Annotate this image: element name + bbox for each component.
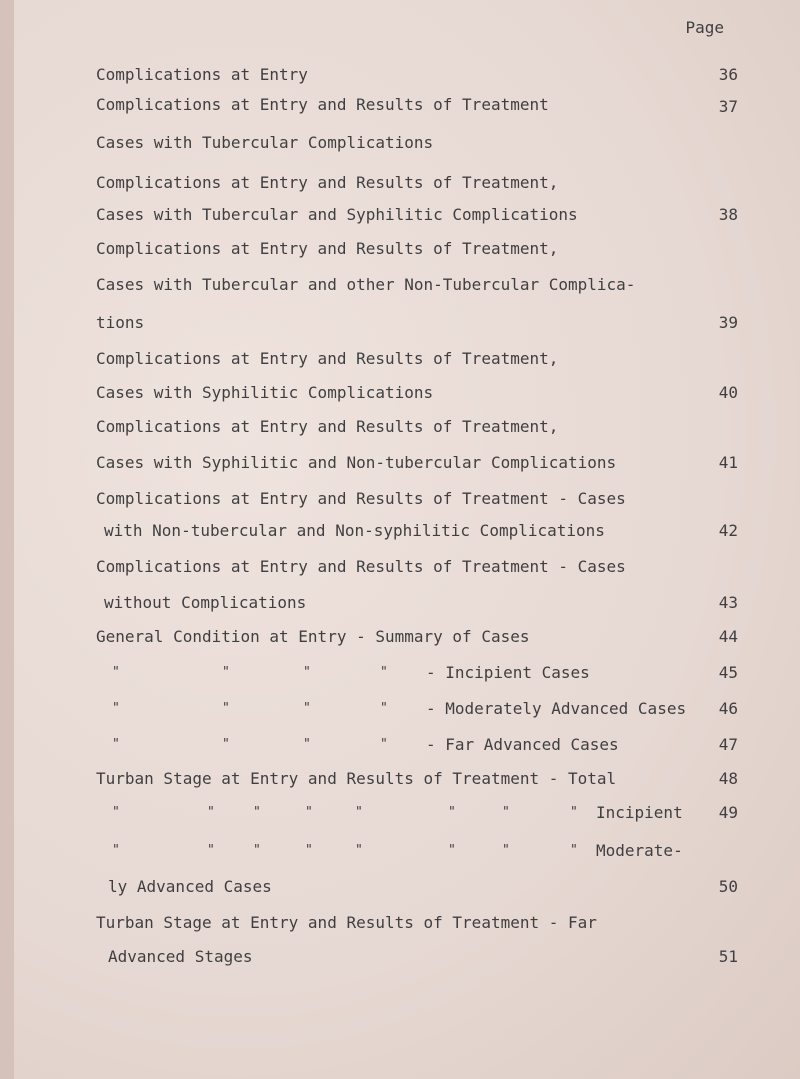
toc-entry (0, 306, 800, 340)
ditto-mark: " (502, 805, 510, 820)
toc-entry (0, 198, 800, 232)
ditto-mark: " (303, 701, 311, 716)
entry-title: Moderate- (596, 841, 683, 860)
ditto-mark: " (207, 843, 215, 858)
entry-page-number: 50 (718, 877, 738, 896)
entry-title: Advanced Stages (108, 947, 253, 966)
toc-entry (0, 232, 800, 266)
entry-page-number: 42 (718, 521, 738, 540)
toc-entry (0, 870, 800, 904)
toc-entry (0, 656, 800, 690)
entry-title: tions (96, 313, 145, 332)
entry-title: General Condition at Entry - Summary of Cases (96, 627, 530, 646)
ditto-mark: " (253, 805, 261, 820)
entry-title: Cases with Syphilitic and Non-tubercular Complications (96, 453, 617, 472)
toc-entry (0, 126, 800, 160)
ditto-mark: " (502, 843, 510, 858)
ditto-mark: " (222, 701, 230, 716)
page-column-header: Page (685, 18, 724, 37)
ditto-mark: " (380, 701, 388, 716)
toc-entry (0, 692, 800, 726)
ditto-mark: " (222, 737, 230, 752)
ditto-mark: " (112, 737, 120, 752)
entry-page-number: 45 (718, 663, 738, 682)
entry-page-number: 38 (718, 205, 738, 224)
entry-page-number: 46 (718, 699, 738, 718)
entry-title: Cases with Tubercular and Syphilitic Complications (96, 205, 578, 224)
toc-entry (0, 58, 800, 92)
ditto-mark: " (303, 665, 311, 680)
toc-entry (0, 796, 800, 830)
entry-title: Complications at Entry and Results of Treatment - Cases (96, 557, 626, 576)
ditto-mark: " (448, 805, 456, 820)
toc-entry (0, 88, 800, 122)
entry-title: Incipient (596, 803, 683, 822)
entry-title: Complications at Entry and Results of Treatment, (96, 239, 559, 258)
entry-title: ly Advanced Cases (108, 877, 272, 896)
ditto-mark: " (305, 805, 313, 820)
ditto-mark: " (207, 805, 215, 820)
ditto-mark: " (570, 843, 578, 858)
toc-entry (0, 514, 800, 548)
entry-page-number: 43 (718, 593, 738, 612)
ditto-mark: " (380, 737, 388, 752)
entry-title: - Far Advanced Cases (426, 735, 619, 754)
toc-entry (0, 482, 800, 516)
entry-title: Complications at Entry and Results of Treatment, (96, 417, 559, 436)
toc-entry (0, 550, 800, 584)
entry-title: Complications at Entry (96, 65, 308, 84)
toc-entry (0, 586, 800, 620)
entry-page-number: 37 (718, 97, 738, 116)
entry-page-number: 41 (718, 453, 738, 472)
entry-title: Turban Stage at Entry and Results of Treatment - Total (96, 769, 617, 788)
entry-title: Complications at Entry and Results of Treatment (96, 95, 549, 114)
ditto-mark: " (355, 843, 363, 858)
entry-page-number: 36 (718, 65, 738, 84)
toc-entry (0, 446, 800, 480)
ditto-mark: " (222, 665, 230, 680)
ditto-mark: " (112, 665, 120, 680)
entry-title: Complications at Entry and Results of Treatment - Cases (96, 489, 626, 508)
ditto-mark: " (112, 805, 120, 820)
ditto-mark: " (253, 843, 261, 858)
toc-entry (0, 342, 800, 376)
ditto-mark: " (380, 665, 388, 680)
ditto-mark: " (305, 843, 313, 858)
entry-title: without Complications (104, 593, 307, 612)
entry-page-number: 51 (718, 947, 738, 966)
entry-page-number: 48 (718, 769, 738, 788)
entry-title: Cases with Tubercular and other Non-Tubercular Complica- (96, 275, 636, 294)
entry-page-number: 47 (718, 735, 738, 754)
entry-title: Turban Stage at Entry and Results of Treatment - Far (96, 913, 597, 932)
toc-entry (0, 940, 800, 974)
toc-entry (0, 834, 800, 868)
toc-entry (0, 762, 800, 796)
entry-title: - Moderately Advanced Cases (426, 699, 687, 718)
entry-page-number: 40 (718, 383, 738, 402)
ditto-mark: " (112, 701, 120, 716)
toc-entry (0, 268, 800, 302)
entry-title: Complications at Entry and Results of Treatment, (96, 349, 559, 368)
entry-title: Cases with Syphilitic Complications (96, 383, 434, 402)
ditto-mark: " (303, 737, 311, 752)
toc-entry (0, 410, 800, 444)
ditto-mark: " (112, 843, 120, 858)
toc-entry (0, 166, 800, 200)
entry-title: Complications at Entry and Results of Treatment, (96, 173, 559, 192)
toc-entry (0, 906, 800, 940)
ditto-mark: " (355, 805, 363, 820)
entry-page-number: 49 (718, 803, 738, 822)
entry-title: - Incipient Cases (426, 663, 590, 682)
ditto-mark: " (448, 843, 456, 858)
toc-entry (0, 728, 800, 762)
entry-title: with Non-tubercular and Non-syphilitic Complications (104, 521, 605, 540)
entry-page-number: 44 (718, 627, 738, 646)
toc-entry (0, 376, 800, 410)
ditto-mark: " (570, 805, 578, 820)
toc-entry (0, 620, 800, 654)
entry-page-number: 39 (718, 313, 738, 332)
entry-title: Cases with Tubercular Complications (96, 133, 434, 152)
